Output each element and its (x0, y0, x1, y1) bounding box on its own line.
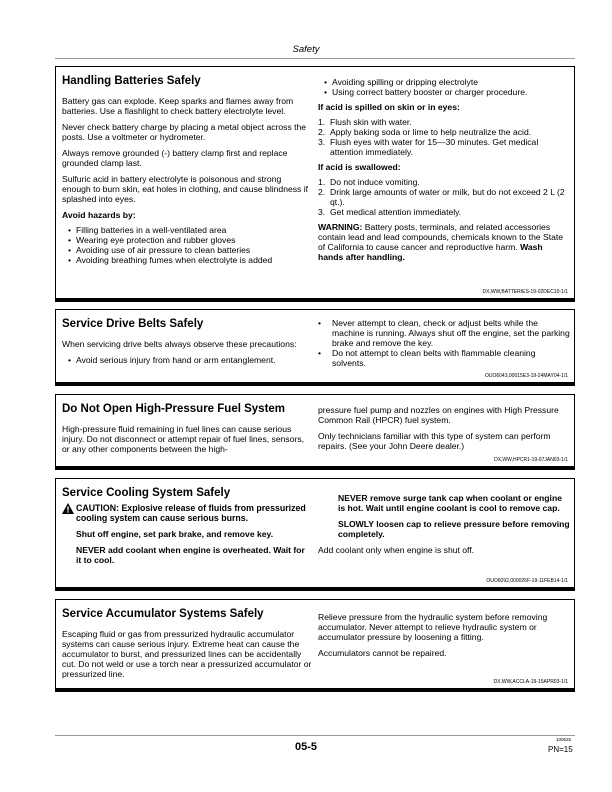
list-item: 3. Get medical attention immediately. (318, 207, 462, 217)
fuel-section (55, 394, 575, 470)
batteries-left-column (62, 75, 312, 270)
list-item: • Avoiding use of air pressure to clean batteries (68, 245, 312, 255)
list-item: • Do not attempt to clean belts with flammable cleaning solvents. (318, 348, 570, 368)
cooling-paragraph: SLOWLY loosen cap to relieve pressure before removing completely. (338, 519, 570, 539)
belts-left-column (62, 318, 312, 370)
accumulator-paragraph: Accumulators cannot be repaired. (318, 648, 447, 658)
batteries-right-column (318, 77, 570, 268)
list-item: 3. Flush eyes with water for 15—30 minutes. Get medical attention immediately. (318, 137, 539, 157)
avoid-list (62, 225, 312, 265)
fuel-left-column (62, 403, 312, 460)
skin-steps (318, 117, 570, 157)
batteries-title: Handling Batteries Safely (62, 75, 201, 87)
list-item: • Using correct battery booster or charger procedure. (324, 87, 570, 97)
list-item: • Never attempt to clean, check or adjust belts while the machine is running. Always shut off the engine, set the parking brake and remove the key. (318, 318, 570, 348)
reference-code: DX,WW,ACCLA-19-15APR03-1/1 (493, 679, 568, 685)
list-item: • Avoiding breathing fumes when electrolyte is added (68, 255, 312, 265)
list-item: • Wearing eye protection and rubber gloves (68, 235, 312, 245)
list-item: 2. Apply baking soda or lime to help neutralize the acid. (318, 127, 532, 137)
swallow-heading: If acid is swallowed: (318, 162, 401, 172)
belts-left-list (62, 355, 312, 365)
belts-title: Service Drive Belts Safely (62, 318, 204, 330)
fuel-paragraph: High-pressure fluid remaining in fuel lines can cause serious injury. Do not disconnect or attempt repair of fuel lines, sensors, or any other components between the high- (62, 424, 305, 454)
accumulator-title: Service Accumulator Systems Safely (62, 608, 264, 620)
cooling-paragraph: NEVER remove surge tank cap when coolant or engine is hot. Wait until engine coolant is cool to remove cap. (338, 493, 562, 513)
accumulator-left-column (62, 608, 312, 685)
page-header: Safety (292, 44, 320, 55)
accumulator-right-column (318, 612, 570, 664)
cooling-paragraph: Shut off engine, set park brake, and remove key. (76, 529, 274, 539)
list-item: 1. Flush skin with water. (318, 117, 412, 127)
accumulator-paragraph: Relieve pressure from the hydraulic system before removing accumulator. Never attempt to relieve hydraulic system or accumulator pressure by loosening a fitting. (318, 612, 548, 642)
list-item: 1. Do not induce vomiting. (318, 177, 420, 187)
cooling-section (55, 478, 575, 591)
list-item: • Avoiding spilling or dripping electrolyte (324, 77, 570, 87)
reference-code: OUO6092,000026F-19-11FEB14-1/1 (486, 578, 568, 584)
caution-text: CAUTION: Explosive release of fluids from pressurized cooling system can cause serious burns. (76, 503, 306, 523)
reference-code: DX,WW,HPCR1-19-07JAN03-1/1 (494, 457, 568, 463)
fuel-title: Do Not Open High-Pressure Fuel System (62, 403, 286, 415)
warning-paragraph (318, 222, 570, 262)
reference-code: DX,WW,BATTERIES-19-02DEC10-1/1 (482, 289, 568, 295)
print-id: 100625 (556, 737, 572, 742)
pn-number: PN=15 (548, 745, 573, 754)
warning-text: Battery posts, terminals, and related accessories contain lead and lead compounds, chemicals known to the State of California to cause cancer and reproductive harm. (318, 222, 564, 252)
list-item: 2. Drink large amounts of water or milk, but do not exceed 2 L (2 qt.). (318, 187, 565, 207)
caution-paragraph (62, 503, 312, 523)
skin-heading: If acid is spilled on skin or in eyes: (318, 102, 460, 112)
batteries-paragraph: Never check battery charge by placing a metal object across the posts. Use a voltmeter or hydrometer. (62, 122, 307, 142)
accumulator-paragraph: Escaping fluid or gas from pressurized hydraulic accumulator systems can cause serious injury. Extreme heat can cause the accumulator to burst, and pressurized lines can be accidentally cut. Do not weld or use a torch near a pressurized accumulator or pressurized line. (62, 629, 312, 679)
belts-paragraph: When servicing drive belts always observe these precautions: (62, 339, 297, 349)
cooling-paragraph: Add coolant only when engine is shut off. (318, 545, 475, 555)
warning-label: WARNING: (318, 222, 363, 232)
cooling-right-column (318, 493, 570, 561)
belts-right-column (318, 318, 570, 373)
reference-code: OUO6043,00015E3-19-24MAY04-1/1 (484, 373, 568, 379)
batteries-paragraph: Always remove grounded (-) battery clamp first and replace grounded clamp last. (62, 148, 288, 168)
header-rule (55, 58, 575, 59)
list-item: • Avoid serious injury from hand or arm entanglement. (68, 355, 312, 365)
warning-bold: Wash hands after handling. (318, 242, 543, 262)
avoid-heading: Avoid hazards by: (62, 210, 136, 220)
list-item: • Filling batteries in a well-ventilated area (68, 225, 312, 235)
batteries-paragraph: Battery gas can explode. Keep sparks and flames away from batteries. Use a flashlight to check battery electrolyte level. (62, 96, 294, 116)
belts-section (55, 309, 575, 386)
cooling-paragraph: NEVER add coolant when engine is overheated. Wait for it to cool. (76, 545, 305, 565)
swallow-steps (318, 177, 570, 217)
belts-right-list (318, 318, 570, 368)
batteries-right-list (318, 77, 570, 97)
cooling-left-column (62, 487, 312, 571)
cooling-title: Service Cooling System Safely (62, 487, 231, 499)
footer-rule (55, 735, 575, 736)
fuel-paragraph: Only technicians familiar with this type of system can perform repairs. (See your John Deere dealer.) (318, 431, 551, 451)
batteries-paragraph: Sulfuric acid in battery electrolyte is poisonous and strong enough to burn skin, eat holes in clothing, and cause blindness if splashed into eyes. (62, 174, 309, 204)
fuel-right-column (318, 405, 570, 457)
fuel-paragraph: pressure fuel pump and nozzles on engines with High Pressure Common Rail (HPCR) fuel system. (318, 405, 559, 425)
warning-triangle-icon (62, 503, 74, 516)
accumulator-section (55, 599, 575, 692)
page-number: 05-5 (294, 741, 318, 753)
batteries-section (55, 66, 575, 302)
